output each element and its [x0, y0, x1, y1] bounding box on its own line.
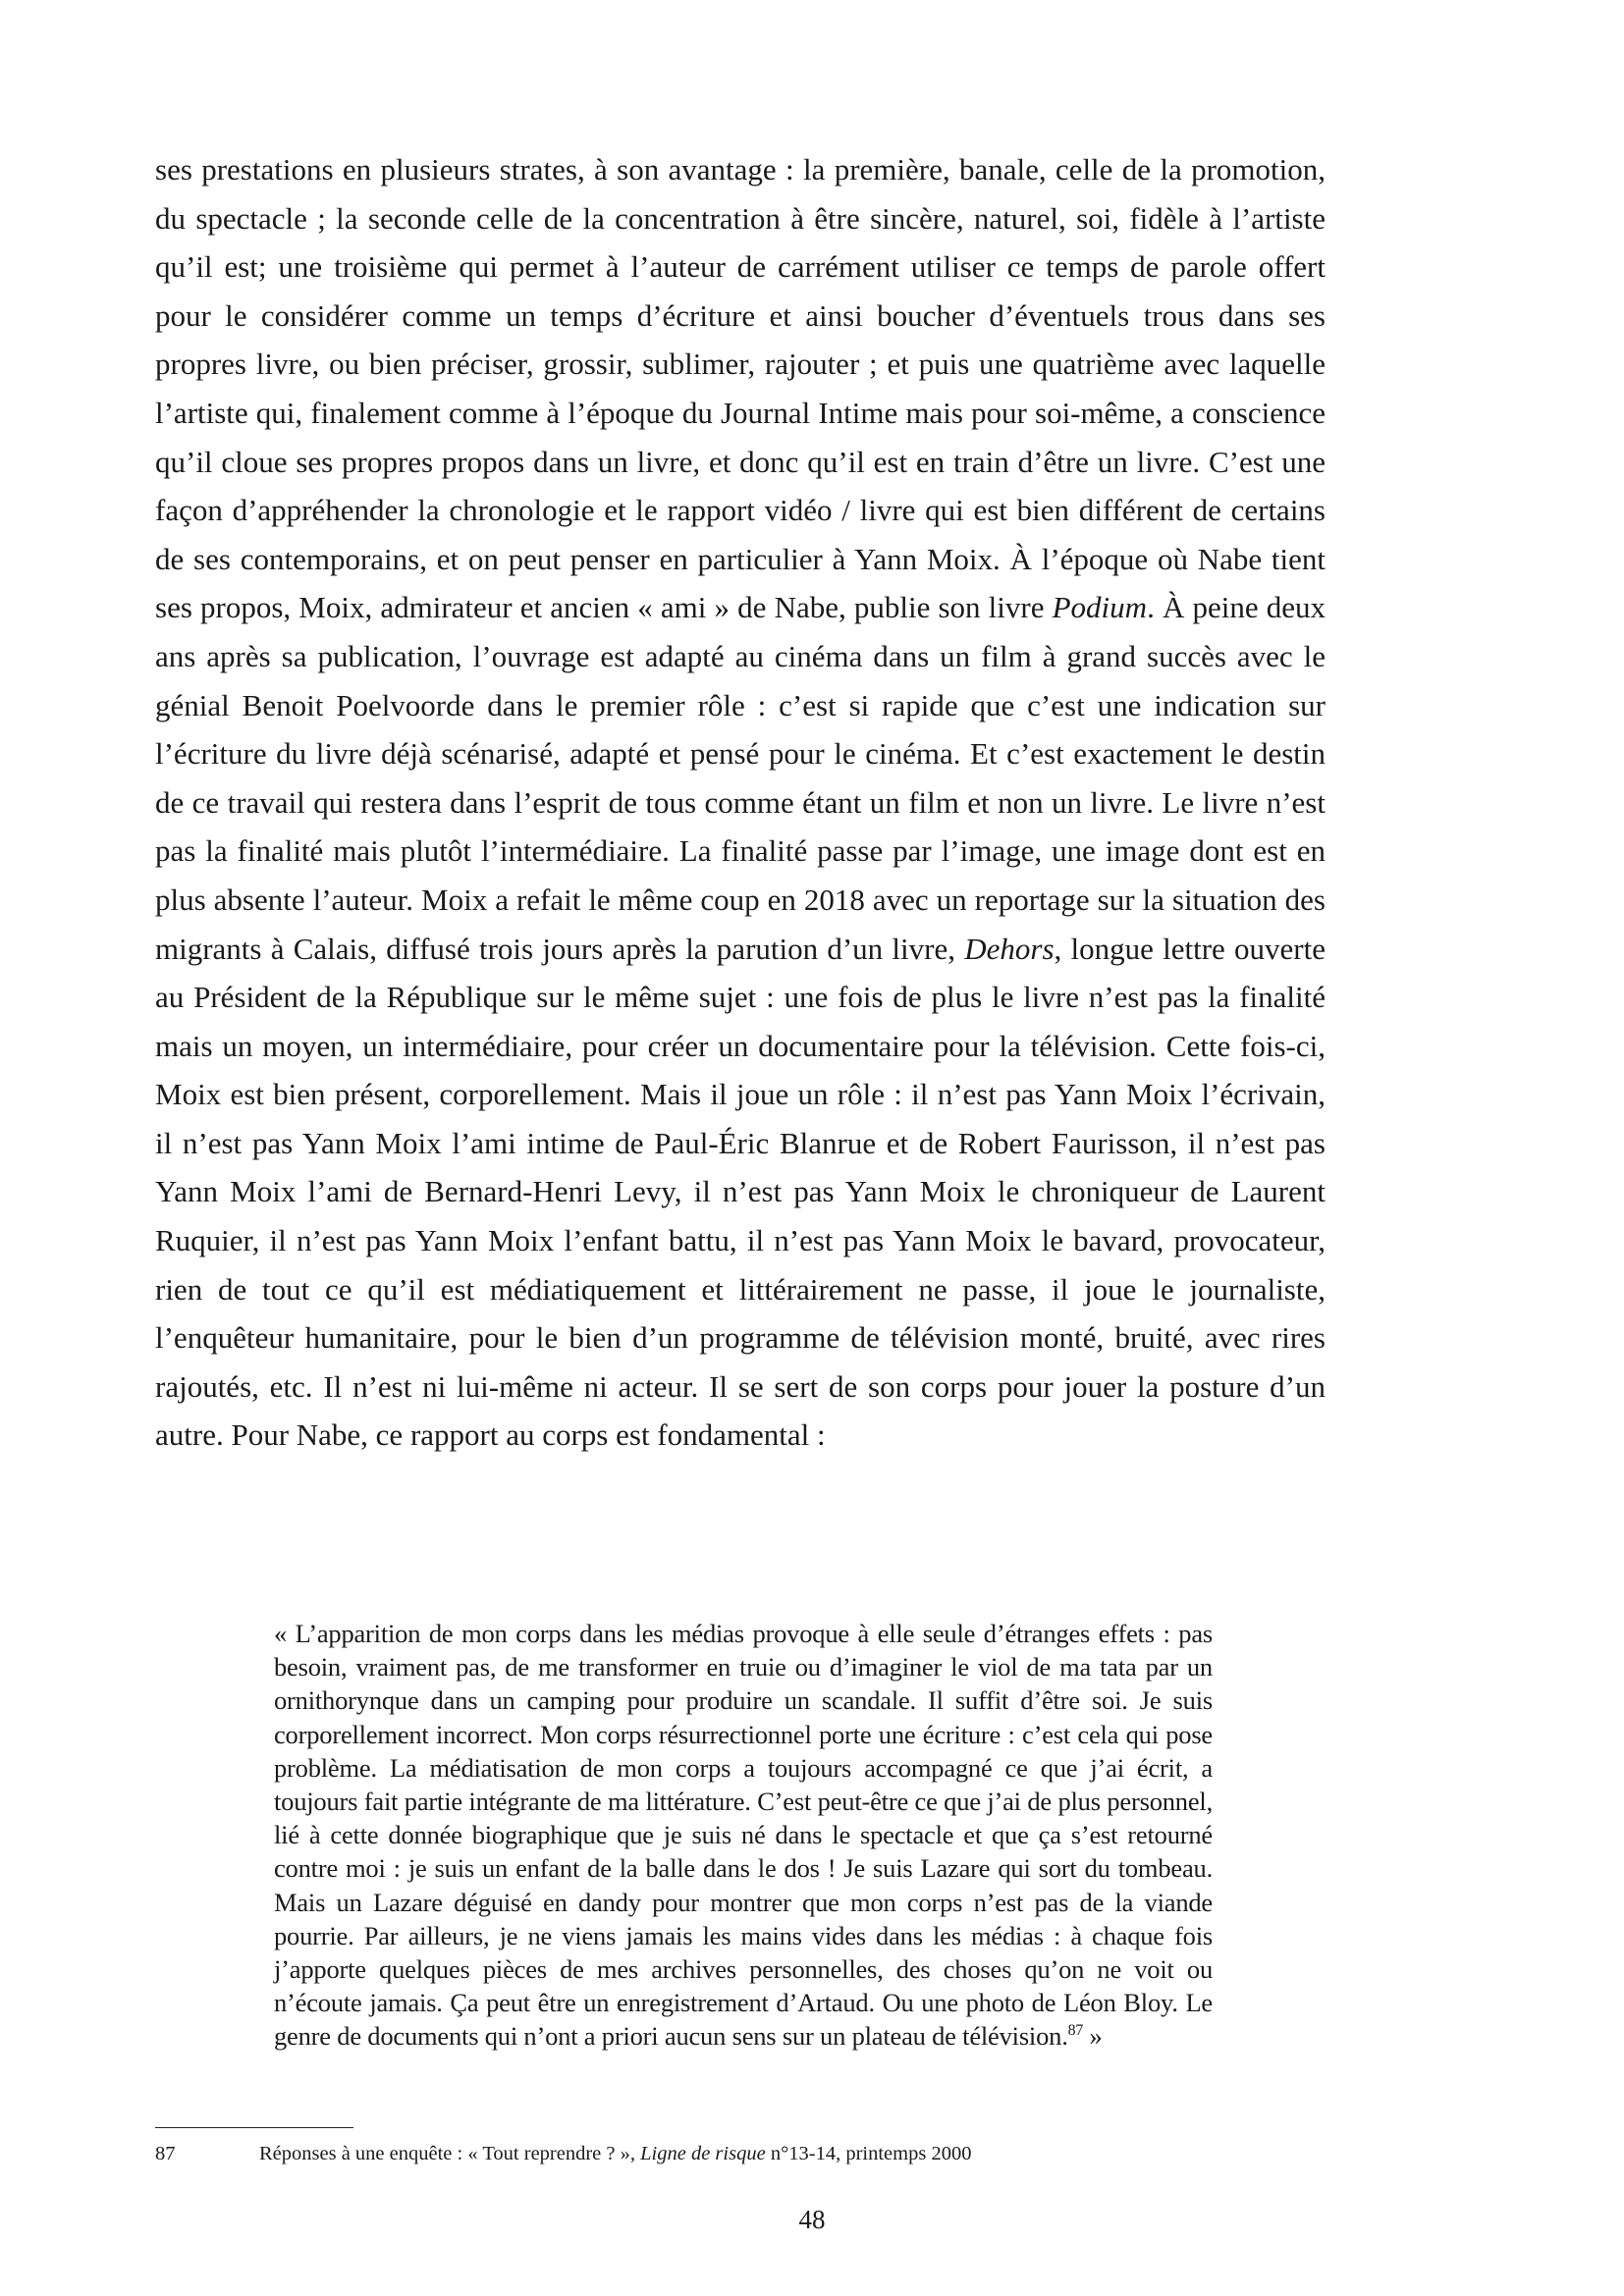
- footnote-separator: [155, 2127, 353, 2128]
- book-title-podium: Podium: [1052, 590, 1148, 625]
- footnote-journal-title: Ligne de risque: [640, 2143, 766, 2164]
- page-number: 48: [798, 2205, 826, 2234]
- body-text-segment-2: . À peine deux ans après sa publication, l’ouvrage est adapté au cinéma dans un film à grand succès avec le génial Benoit Poelvoorde dans le premier rôle : c’est si rapide que c’est une indication sur l’écriture du livre déjà scénarisé, adapté et pensé pour le cinéma. Et c’est exactement le destin de ce travail qui restera dans l’esprit de tous comme étant un film et non un livre. Le livre n’est pas la finalité mais plutôt l’intermédiaire. La finalité passe par l’image, une image dont est en plus absente l’auteur. Moix a refait le même coup en 2018 avec un reportage sur la situation des migrants à Calais, diffusé trois jours après la parution d’un livre,: [155, 590, 1326, 966]
- block-quote: [274, 1617, 1213, 2054]
- footnote-text: [259, 2141, 971, 2166]
- quote-closing: »: [1083, 2021, 1103, 2052]
- footnote-number: 87: [155, 2143, 176, 2164]
- book-title-dehors: Dehors: [964, 931, 1055, 966]
- quote-text: « L’apparition de mon corps dans les médias provoque à elle seule d’étranges effets : pas besoin, vraiment pas, de me transformer en truie ou d’imaginer le viol de ma tata par un ornithorynque dans un camping pour produire un scandale. Il suffit d’être soi. Je suis corporellement incorrect. Mon corps résurrectionnel porte une écriture : c’est cela qui pose problème. La médiatisation de mon corps a toujours accompagné ce que j’ai écrit, a toujours fait partie intégrante de ma littérature. C’est peut-être ce que j’ai de plus personnel, lié à cette donnée biographique que je suis né dans le spectacle et que ça s’est retourné contre moi : je suis un enfant de la balle dans le dos ! Je suis Lazare qui sort du tombeau. Mais un Lazare déguisé en dandy pour montrer que mon corps n’est pas de la viande pourrie. Par ailleurs, je ne viens jamais les mains vides dans les médias : à chaque fois j’apporte quelques pièces de mes archives personnelles, des choses qu’on ne voit ou n’écoute jamais. Ça peut être un enregistrement d’Artaud. Ou une photo de Léon Bloy. Le genre de documents qui n’ont a priori aucun sens sur un plateau de télévision.: [274, 1619, 1213, 2052]
- body-paragraph: [155, 145, 1326, 1460]
- body-text-segment-3: , longue lettre ouverte au Président de la République sur le même sujet : une fois de plus le livre n’est pas la finalité mais un moyen, un intermédiaire, pour créer un documentaire pour la télévision. Cette fois-ci, Moix est bien présent, corporellement. Mais il joue un rôle : il n’est pas Yann Moix l’écrivain, il n’est pas Yann Moix l’ami intime de Paul-Éric Blanrue et de Robert Faurisson, il n’est pas Yann Moix l’ami de Bernard-Henri Levy, il n’est pas Yann Moix le chroniqueur de Laurent Ruquier, il n’est pas Yann Moix l’enfant battu, il n’est pas Yann Moix le bavard, provocateur, rien de tout ce qu’il est médiatiquement et littérairement ne passe, il joue le journaliste, l’enquêteur humanitaire, pour le bien d’un programme de télévision monté, bruité, avec rires rajoutés, etc. Il n’est ni lui-même ni acteur. Il se sert de son corps pour jouer la posture d’un autre. Pour Nabe, ce rapport au corps est fondamental :: [155, 931, 1326, 1453]
- footnote-text-after: n°13-14, printemps 2000: [765, 2143, 972, 2164]
- footnote-text-before: Réponses à une enquête : « Tout reprendre ? »,: [259, 2143, 641, 2164]
- footnote-reference: 87: [1067, 2022, 1084, 2040]
- body-text-segment-1: ses prestations en plusieurs strates, à son avantage : la première, banale, celle de la promotion, du spectacle ; la seconde celle de la concentration à être sincère, naturel, soi, fidèle à l’artiste qu’il est; une troisième qui permet à l’auteur de carrément utiliser ce temps de parole offert pour le considérer comme un temps d’écriture et ainsi boucher d’éventuels trous dans ses propres livre, ou bien préciser, grossir, sublimer, rajouter ; et puis une quatrième avec laquelle l’artiste qui, finalement comme à l’époque du Journal Intime mais pour soi-même, a conscience qu’il cloue ses propres propos dans un livre, et donc qu’il est en train d’être un livre. C’est une façon d’appréhender la chronologie et le rapport vidéo / livre qui est bien différent de certains de ses contemporains, et on peut penser en particulier à Yann Moix. À l’époque où Nabe tient ses propos, Moix, admirateur et ancien « ami » de Nabe, publie son livre: [155, 152, 1326, 625]
